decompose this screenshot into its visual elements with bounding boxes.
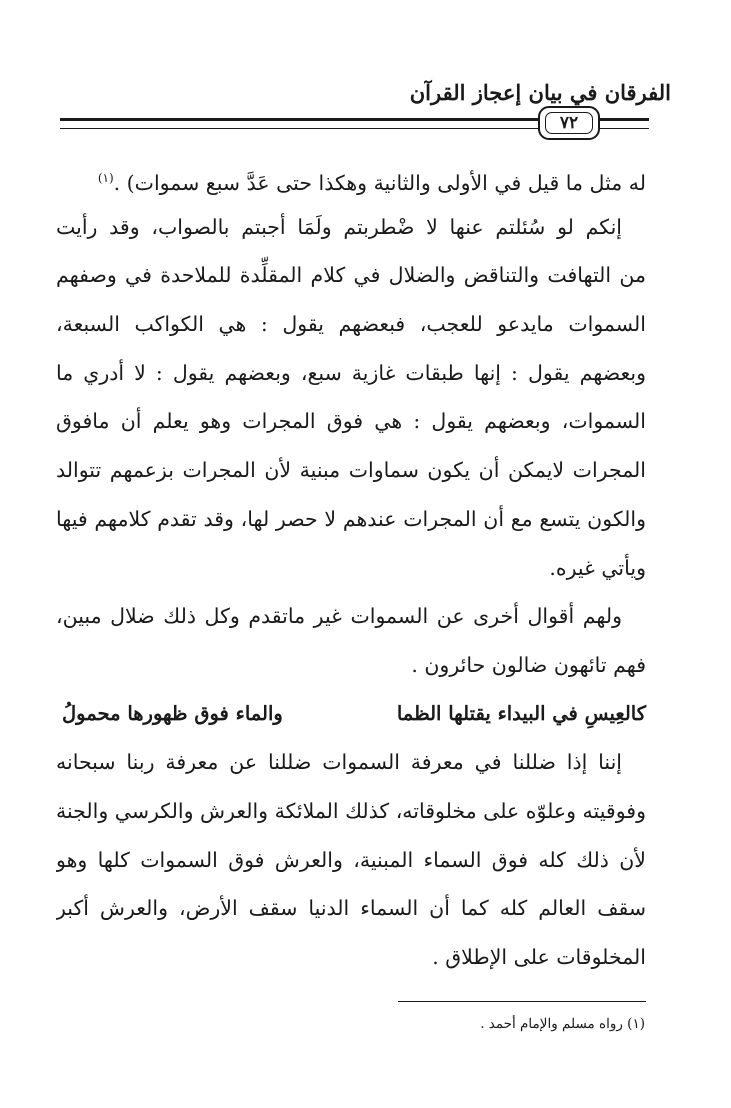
- text-line-13: وفوقيته وعلوّه على مخلوقاته، كذلك الملائكة والعرش والكرسي والجنة: [56, 798, 646, 823]
- footnote-1: (١) رواه مسلم والإمام أحمد .: [480, 1016, 645, 1032]
- text-line-6: السموات، وبعضهم يقول : هي فوق المجرات وهو يعلم أن مافوق: [56, 409, 646, 434]
- text-line-4: السموات مايدعو للعجب، فبعضهم يقول : هي الكواكب السبعة،: [56, 312, 646, 337]
- footnote-ref-1: (١): [97, 171, 114, 185]
- text-line-11: فهم تائهون ضالون حائرون .: [411, 652, 646, 677]
- body-text: [56, 154, 646, 982]
- page-number-inner-frame: [545, 112, 593, 134]
- footnote-divider: [398, 1001, 646, 1002]
- text-line-1-content: له مثل ما قيل في الأولى والثانية وهكذا حتى عَدَّ سبع سموات) .: [113, 171, 646, 195]
- text-line-1: [56, 154, 646, 203]
- text-line-9: ويأتي غيره.: [549, 555, 646, 580]
- text-line-10: ولهم أقوال أخرى عن السموات غير ماتقدم وكل ذلك ضلال مبين،: [56, 604, 622, 629]
- text-line-14: لأن ذلك كله فوق السماء المبنية، والعرش فوق السموات كلها وهو: [56, 847, 646, 872]
- text-line-2: إنكم لو سُئلتم عنها لا ضْطربتم ولَمَا أجبتم بالصواب، وقد رأيت: [56, 214, 622, 239]
- text-line-12: إننا إذا ضللنا في معرفة السموات ضللنا عن معرفة ربنا سبحانه: [56, 750, 622, 775]
- page-number: ٧٢: [559, 112, 579, 133]
- verse-hemistich-2: والماء فوق ظهورها محمولُ: [62, 701, 283, 725]
- text-line-5: وبعضهم يقول : إنها طبقات غازية سبع، وبعضهم يقول : لا أدري ما: [56, 360, 646, 385]
- text-line-8: والكون يتسع مع أن المجرات عندهم لا حصر لها، وقد تقدم كلامهم فيها: [56, 506, 646, 531]
- text-line-7: المجرات لايمكن أن يكون سماوات مبنية لأن المجرات بزعمهم تتوالد: [56, 458, 646, 483]
- text-line-3: من التهافت والتناقض والضلال في كلام المقلِّدة للملاحدة في وصفهم: [56, 263, 646, 288]
- page-number-frame: [538, 106, 600, 140]
- verse-hemistich-1: كالعِيسِ في البيداء يقتلها الظما: [396, 701, 646, 725]
- poetry-verse: [56, 690, 646, 739]
- text-line-16: المخلوقات على الإطلاق .: [432, 945, 646, 969]
- text-line-15: سقف العالم كله كما أن السماء الدنيا سقف الأرض، والعرش أكبر: [56, 896, 646, 921]
- book-title: الفرقان في بيان إعجاز القرآن: [409, 80, 671, 105]
